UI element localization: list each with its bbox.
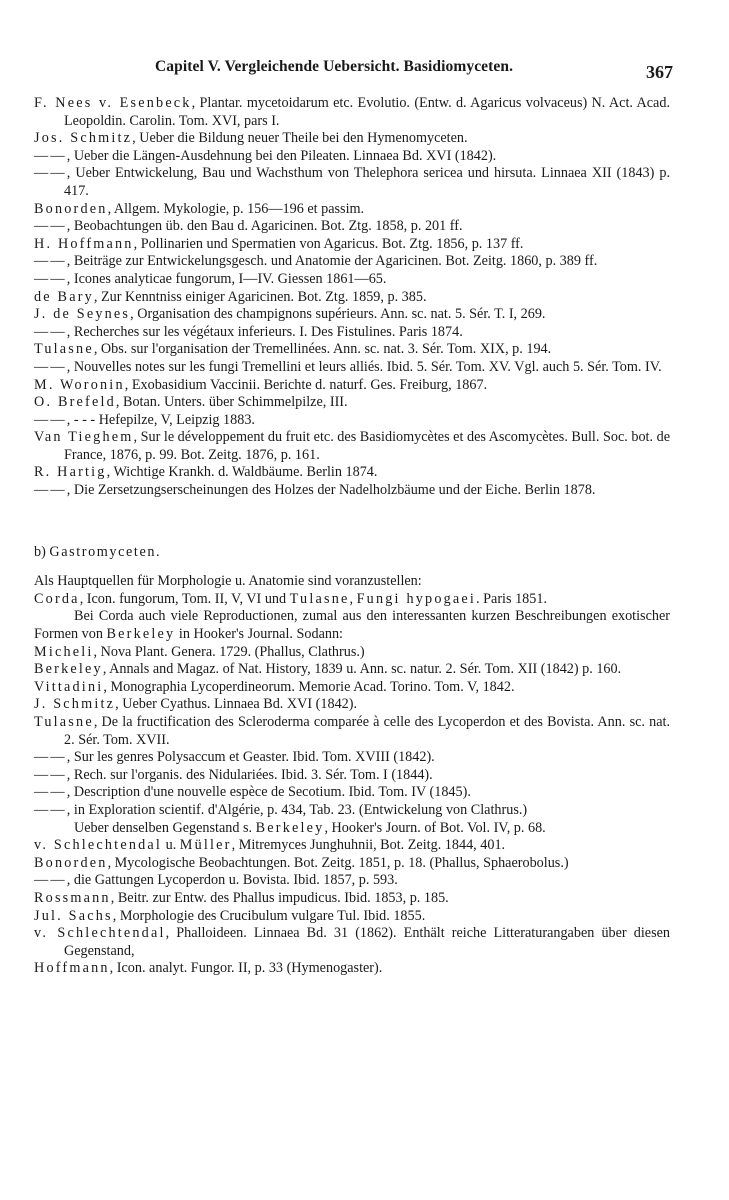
entry-author: Tulasne bbox=[34, 341, 94, 358]
entry-text: , Annals and Magaz. of Nat. History, 1839 u. Ann. sc. natur. 2. Sér. Tom. XII (1842) p. 160. bbox=[102, 661, 622, 678]
bib-entry bbox=[34, 749, 670, 767]
gastromyceten-bibliography bbox=[34, 644, 670, 820]
entry-text: , Beobachtungen üb. den Bau d. Agaricinen. Bot. Ztg. 1858, p. 201 ff. bbox=[66, 218, 463, 235]
bib-entry bbox=[34, 412, 670, 430]
bib-entry bbox=[34, 482, 670, 500]
bib-entry bbox=[34, 341, 670, 359]
entry-text: , Plantar. mycetoidarum etc. Evolutio. (Entw. d. Agaricus volvaceus) N. Act. Acad. Leopoldin. Carolin. Tom. XVI, pars I. bbox=[64, 95, 670, 129]
entry-text: , Icon. analyt. Fungor. II, p. 33 (Hymenogaster). bbox=[109, 960, 383, 977]
entry-author: H. Hoffmann bbox=[34, 235, 134, 252]
entry-author: Tulasne bbox=[34, 714, 94, 730]
page-number: 367 bbox=[646, 62, 673, 82]
bib-entry bbox=[34, 289, 670, 307]
note-author: Berkeley bbox=[106, 626, 176, 643]
bib-entry bbox=[34, 644, 670, 662]
running-header bbox=[0, 58, 729, 82]
bib-entry bbox=[34, 661, 670, 679]
entry-text: , Exobasidium Vaccinii. Berichte d. naturf. Ges. Freiburg, 1867. bbox=[124, 376, 488, 393]
entry-text: , in Exploration scientif. d'Algérie, p. 434, Tab. 23. (Entwickelung von Clathrus.) bbox=[66, 801, 528, 818]
entry-author: Bonorden bbox=[34, 854, 108, 871]
gastro-intro: Als Hauptquellen für Morphologie u. Anatomie sind voranzustellen: bbox=[34, 573, 422, 590]
bib-entry bbox=[34, 767, 670, 785]
entry-text: , die Gattungen Lycoperdon u. Bovista. Ibid. 1857, p. 593. bbox=[66, 872, 398, 889]
bib-entry bbox=[34, 306, 670, 324]
entry-author: Micheli bbox=[34, 643, 94, 660]
bib-entry-corda bbox=[34, 591, 670, 609]
entry-text: , Monographia Lycoperdineorum. Memorie Acad. Torino. Tom. V, 1842. bbox=[103, 678, 515, 695]
entry-text: , Beiträge zur Entwickelungsgesch. und Anatomie der Agaricinen. Bot. Zeitg. 1860, p. 389 ff. bbox=[66, 253, 598, 270]
bib-entry bbox=[34, 148, 670, 166]
bib-entry bbox=[34, 271, 670, 289]
bib-entry-schlechtendal-mueller bbox=[34, 837, 670, 855]
entry-text: , Ueber die Längen-Ausdehnung bei den Pileaten. Linnaea Bd. XVI (1842). bbox=[66, 147, 497, 164]
entry-text: , Sur le développement du fruit etc. des Basidiomycètes et des Ascomycètes. Bull. Soc. bot. de France, 1876, p. 99. Bot. Zeitg. 1876, p. 161. bbox=[64, 429, 670, 463]
entry-text: , Organisation des champignons supérieurs. Ann. sc. nat. 5. Sér. T. I, 269. bbox=[130, 306, 546, 323]
entry-author: —— bbox=[34, 482, 67, 499]
entry-author: —— bbox=[34, 218, 67, 235]
entry-author: Berkeley bbox=[34, 661, 103, 678]
entry-author: J. Schmitz bbox=[34, 696, 116, 713]
entry-author: Müller bbox=[179, 837, 232, 854]
bib-entry bbox=[34, 679, 670, 697]
entry-text: , Mycologische Beobachtungen. Bot. Zeitg. 1851, p. 18. (Phallus, Sphaerobolus.) bbox=[107, 854, 569, 871]
section-heading bbox=[34, 500, 670, 574]
bib-entry bbox=[34, 359, 670, 377]
entry-text: , Zur Kenntniss einiger Agaricinen. Bot. Ztg. 1859, p. 385. bbox=[93, 288, 427, 305]
entry-author: Jul. Sachs bbox=[34, 907, 113, 924]
bib-entry bbox=[34, 908, 670, 926]
entry-author: R. Hartig bbox=[34, 464, 107, 481]
entry-author: —— bbox=[34, 749, 67, 766]
corda-note bbox=[34, 608, 670, 643]
text-body bbox=[34, 95, 670, 978]
entry-author: —— bbox=[34, 323, 67, 340]
note-text: in Hooker's Journal. Sodann: bbox=[175, 626, 343, 643]
entry-text: , Icones analyticae fungorum, I—IV. Giessen 1861—65. bbox=[66, 270, 387, 287]
entry-text: , Wichtige Krankh. d. Waldbäume. Berlin 1874. bbox=[106, 464, 378, 481]
entry-author: Rossmann bbox=[34, 889, 111, 906]
entry-author: —— bbox=[34, 784, 67, 801]
entry-author: F. Nees v. Esenbeck bbox=[34, 95, 192, 111]
entry-title-spaced: Fungi hypogaei bbox=[356, 590, 477, 607]
bib-entry bbox=[34, 236, 670, 254]
note-text: , Hooker's Journ. of Bot. Vol. IV, p. 68. bbox=[324, 819, 546, 836]
entry-text: , Die Zersetzungserscheinungen des Holzes der Nadelholzbäume und der Eiche. Berlin 1878. bbox=[66, 482, 596, 499]
gastromyceten-bibliography-continued bbox=[34, 855, 670, 978]
entry-author: J. de Seynes bbox=[34, 306, 131, 323]
entry-text: , Pollinarien und Spermatien von Agaricus. Bot. Ztg. 1856, p. 137 ff. bbox=[133, 235, 524, 252]
bib-entry bbox=[34, 165, 670, 200]
entry-text: , Ueber die Bildung neuer Theile bei den Hymenomyceten. bbox=[132, 130, 468, 147]
entry-text: , Ueber Entwickelung, Bau und Wachsthum von Thelephora sericea und hirsuta. Linnaea XII (1843) p. 417. bbox=[64, 165, 670, 199]
entry-author: —— bbox=[34, 253, 67, 270]
entry-author: M. Woronin bbox=[34, 376, 125, 393]
entry-author: v. Schlechtendal bbox=[34, 925, 166, 942]
bib-entry bbox=[34, 784, 670, 802]
bib-entry bbox=[34, 855, 670, 873]
entry-author: Jos. Schmitz bbox=[34, 130, 133, 147]
entry-text: , Obs. sur l'organisation der Tremellinées. Ann. sc. nat. 3. Sér. Tom. XIX, p. 194. bbox=[93, 341, 552, 358]
bib-entry bbox=[34, 377, 670, 395]
entry-text: , Allgem. Mykologie, p. 156—196 et passim. bbox=[107, 200, 365, 217]
entry-text: , Rech. sur l'organis. des Nidulariées. Ibid. 3. Sér. Tom. I (1844). bbox=[66, 766, 433, 783]
entry-text: , Sur les genres Polysaccum et Geaster. Ibid. Tom. XVIII (1842). bbox=[66, 749, 435, 766]
bib-entry bbox=[34, 925, 670, 960]
entry-text: , Ueber Cyathus. Linnaea Bd. XVI (1842). bbox=[115, 696, 358, 713]
entry-author: —— bbox=[34, 165, 67, 182]
entry-text: , - - - Hefepilze, V, Leipzig 1883. bbox=[66, 411, 255, 428]
running-title: Capitel V. Vergleichende Uebersicht. Basidiomyceten. bbox=[155, 58, 514, 75]
bib-entry bbox=[34, 429, 670, 464]
entry-text: , Beitr. zur Entw. des Phallus impudicus. Ibid. 1853, p. 185. bbox=[110, 889, 449, 906]
entry-author: —— bbox=[34, 872, 67, 889]
note-text: Bei Corda auch viele Reproductionen, zumal aus den interessanten kurzen Beschreibungen exotischer Formen von bbox=[34, 608, 670, 643]
entry-author: Bonorden bbox=[34, 200, 108, 217]
bib-entry bbox=[34, 802, 670, 820]
entry-author: Tulasne bbox=[289, 590, 350, 607]
section-label: b) bbox=[34, 543, 50, 560]
entry-author: v. Schlechtendal bbox=[34, 837, 163, 854]
bib-entry bbox=[34, 201, 670, 219]
entry-text: , Mitremyces Junghuhnii, Bot. Zeitg. 1844, 401. bbox=[231, 837, 506, 854]
note-text: Ueber denselben Gegenstand s. bbox=[74, 819, 256, 836]
bib-entry bbox=[34, 872, 670, 890]
entry-text: , bbox=[349, 590, 357, 607]
bib-entry bbox=[34, 960, 670, 978]
bib-entry bbox=[34, 95, 670, 130]
entry-author: —— bbox=[34, 147, 67, 164]
bib-entry bbox=[34, 218, 670, 236]
bib-entry bbox=[34, 890, 670, 908]
entry-author: —— bbox=[34, 358, 67, 375]
entry-author: O. Brefeld bbox=[34, 394, 116, 411]
section-title: Gastromyceten. bbox=[49, 543, 162, 560]
entry-text: , Recherches sur les végétaux inferieurs. I. Des Fistulines. Paris 1874. bbox=[66, 323, 463, 340]
bib-entry bbox=[34, 696, 670, 714]
entry-text: , Morphologie des Crucibulum vulgare Tul. Ibid. 1855. bbox=[112, 907, 426, 924]
bib-entry bbox=[34, 253, 670, 271]
entry-author: Van Tieghem bbox=[34, 429, 134, 446]
entry-text: , Description d'une nouvelle espèce de Secotium. Ibid. Tom. IV (1845). bbox=[66, 784, 471, 801]
entry-text: , De la fructification des Scleroderma comparée à celle des Lycoperdon et des Bovista. Ann. sc. nat. 2. Sér. Tom. XVII. bbox=[64, 714, 670, 748]
bib-entry bbox=[34, 324, 670, 342]
note-author: Berkeley bbox=[255, 819, 325, 836]
entry-author: de Bary bbox=[34, 288, 94, 305]
entry-text: , Phalloideen. Linnaea Bd. 31 (1862). Enthält reiche Litteraturangaben über diesen Gegenstand, bbox=[64, 925, 671, 959]
entry-author: Vittadini bbox=[34, 678, 104, 695]
entry-text: . Paris 1851. bbox=[476, 590, 547, 607]
entry-text: , Botan. Unters. über Schimmelpilze, III. bbox=[115, 394, 348, 411]
bib-entry bbox=[34, 714, 670, 749]
entry-author: —— bbox=[34, 801, 67, 818]
entry-author: Hoffmann bbox=[34, 960, 110, 977]
entry-text: , Nouvelles notes sur les fungi Tremellini et leurs alliés. Ibid. 5. Sér. Tom. XV. Vgl. auch 5. Sér. Tom. IV. bbox=[66, 358, 662, 375]
bib-entry bbox=[34, 464, 670, 482]
bib-entry bbox=[34, 394, 670, 412]
entry-text: , Icon. fungorum, Tom. II, V, VI und bbox=[79, 590, 290, 607]
entry-text: u. bbox=[162, 837, 180, 854]
bib-entry bbox=[34, 130, 670, 148]
berkeley-note bbox=[34, 820, 670, 838]
entry-text: , Nova Plant. Genera. 1729. (Phallus, Clathrus.) bbox=[93, 643, 365, 660]
entry-author: —— bbox=[34, 411, 67, 428]
entry-author: Corda bbox=[34, 590, 80, 607]
entry-author: —— bbox=[34, 766, 67, 783]
basidiomyceten-bibliography bbox=[34, 95, 670, 500]
entry-author: —— bbox=[34, 270, 67, 287]
